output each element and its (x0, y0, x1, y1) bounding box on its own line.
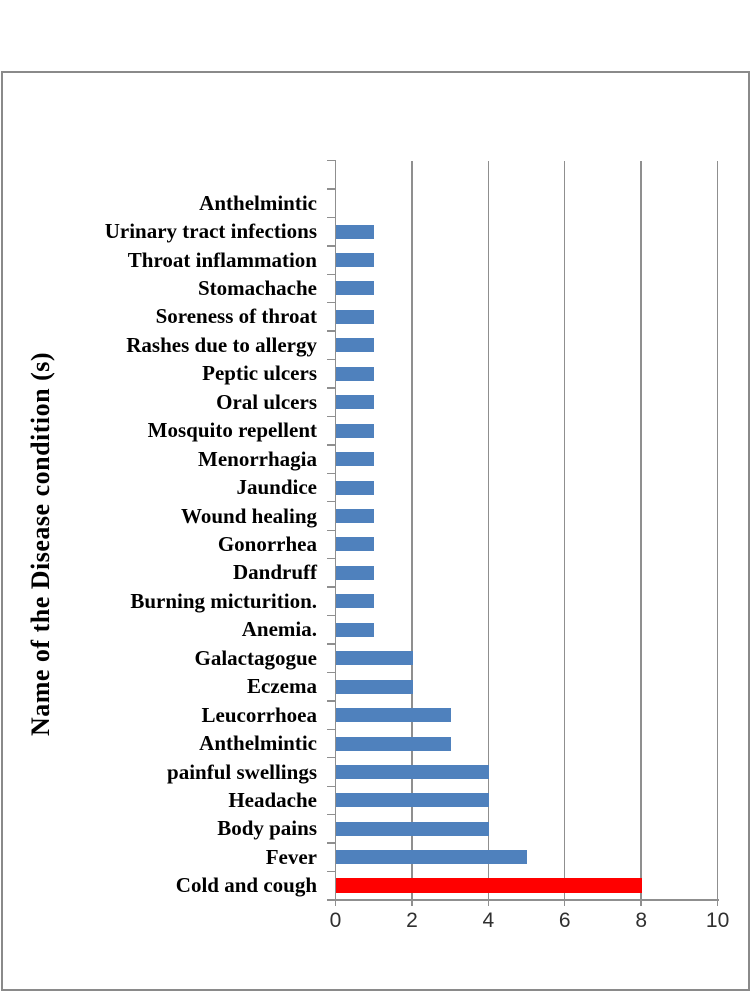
category-label: Fever (265, 844, 317, 869)
x-tick-label: 2 (406, 909, 418, 932)
y-axis-tick (327, 530, 336, 531)
bar (336, 338, 374, 352)
category-label: Oral ulcers (216, 389, 317, 414)
x-tick-label: 6 (558, 909, 571, 932)
bar (336, 367, 374, 381)
x-axis-line (335, 899, 720, 900)
category-label: Peptic ulcers (202, 361, 317, 386)
x-tick-label: 10 (705, 909, 730, 932)
x-tick-label: 8 (635, 909, 648, 932)
bar (336, 651, 412, 665)
y-axis-tick (327, 558, 336, 559)
gridline (488, 161, 489, 901)
y-axis-title: Name of the Disease condition (s) (26, 351, 55, 737)
y-axis-tick (327, 842, 336, 843)
y-axis-tick (327, 359, 336, 360)
category-label: Anthelmintic (199, 190, 317, 215)
y-axis-tick (327, 274, 336, 275)
x-axis-tick (640, 900, 641, 906)
bar (336, 793, 489, 807)
y-axis-tick (327, 814, 336, 815)
x-tick-label: 4 (482, 909, 495, 932)
bar-highlighted (336, 878, 642, 893)
y-axis-tick (327, 586, 336, 587)
category-label: Leucorrhoea (201, 702, 317, 727)
bar (336, 737, 451, 751)
bar (336, 253, 374, 267)
y-axis-tick (327, 188, 336, 189)
category-label: Mosquito repellent (147, 418, 317, 443)
category-label: Burning micturition. (130, 588, 317, 613)
category-label: Urinary tract infections (104, 219, 317, 244)
bar (336, 623, 374, 637)
y-axis-tick (327, 729, 336, 730)
y-axis-tick (327, 643, 336, 644)
category-label: Headache (228, 787, 317, 812)
y-axis-tick (327, 501, 336, 502)
bar (336, 481, 374, 495)
y-axis-tick (327, 160, 336, 161)
category-label: Stomachache (198, 275, 317, 300)
bar (336, 594, 374, 608)
y-axis-tick (327, 786, 336, 787)
y-axis-tick (327, 245, 336, 246)
x-axis-tick (411, 900, 412, 906)
category-label: Gonorrhea (217, 531, 317, 556)
category-label: Anthelmintic (199, 731, 317, 756)
y-axis-tick (327, 615, 336, 616)
y-axis-line (335, 161, 336, 902)
y-axis-tick (327, 473, 336, 474)
bar (336, 509, 374, 523)
bar (336, 395, 374, 409)
gridline (717, 161, 718, 901)
x-axis-tick (564, 900, 565, 906)
bar (336, 452, 374, 466)
bar (336, 850, 527, 864)
category-label: painful swellings (167, 759, 317, 784)
y-axis-tick (327, 444, 336, 445)
x-axis-tick (488, 900, 489, 906)
category-label: Cold and cough (175, 873, 317, 898)
x-tick-label: 0 (329, 909, 342, 932)
y-axis-tick (327, 217, 336, 218)
category-label: Eczema (247, 674, 317, 699)
y-axis-tick (327, 672, 336, 673)
gridline (640, 161, 641, 901)
x-axis-tick (717, 900, 718, 906)
category-label: Soreness of throat (155, 304, 317, 329)
bar (336, 310, 374, 324)
bar (336, 680, 412, 694)
x-axis-tick (335, 900, 336, 906)
y-axis-tick (327, 387, 336, 388)
bar (336, 822, 489, 836)
category-label: Galactagogue (194, 645, 317, 670)
bar (336, 537, 374, 551)
bar (336, 708, 451, 722)
y-axis-tick (327, 416, 336, 417)
category-label: Wound healing (181, 503, 317, 528)
y-axis-tick (327, 871, 336, 872)
bar (336, 281, 374, 295)
category-label: Dandruff (232, 560, 317, 585)
category-label: Anemia. (241, 617, 317, 642)
y-axis-tick (327, 700, 336, 701)
category-label: Body pains (217, 816, 317, 841)
y-axis-tick (327, 330, 336, 331)
bar (336, 424, 374, 438)
gridline (411, 161, 412, 901)
y-axis-tick (327, 302, 336, 303)
category-label: Menorrhagia (198, 446, 317, 471)
bar (336, 225, 374, 239)
category-label: Rashes due to allergy (126, 332, 317, 357)
category-label: Jaundice (236, 475, 317, 500)
gridline (564, 161, 565, 901)
y-axis-tick (327, 757, 336, 758)
bar (336, 566, 374, 580)
category-label: Throat inflammation (127, 247, 317, 272)
bar (336, 765, 489, 779)
